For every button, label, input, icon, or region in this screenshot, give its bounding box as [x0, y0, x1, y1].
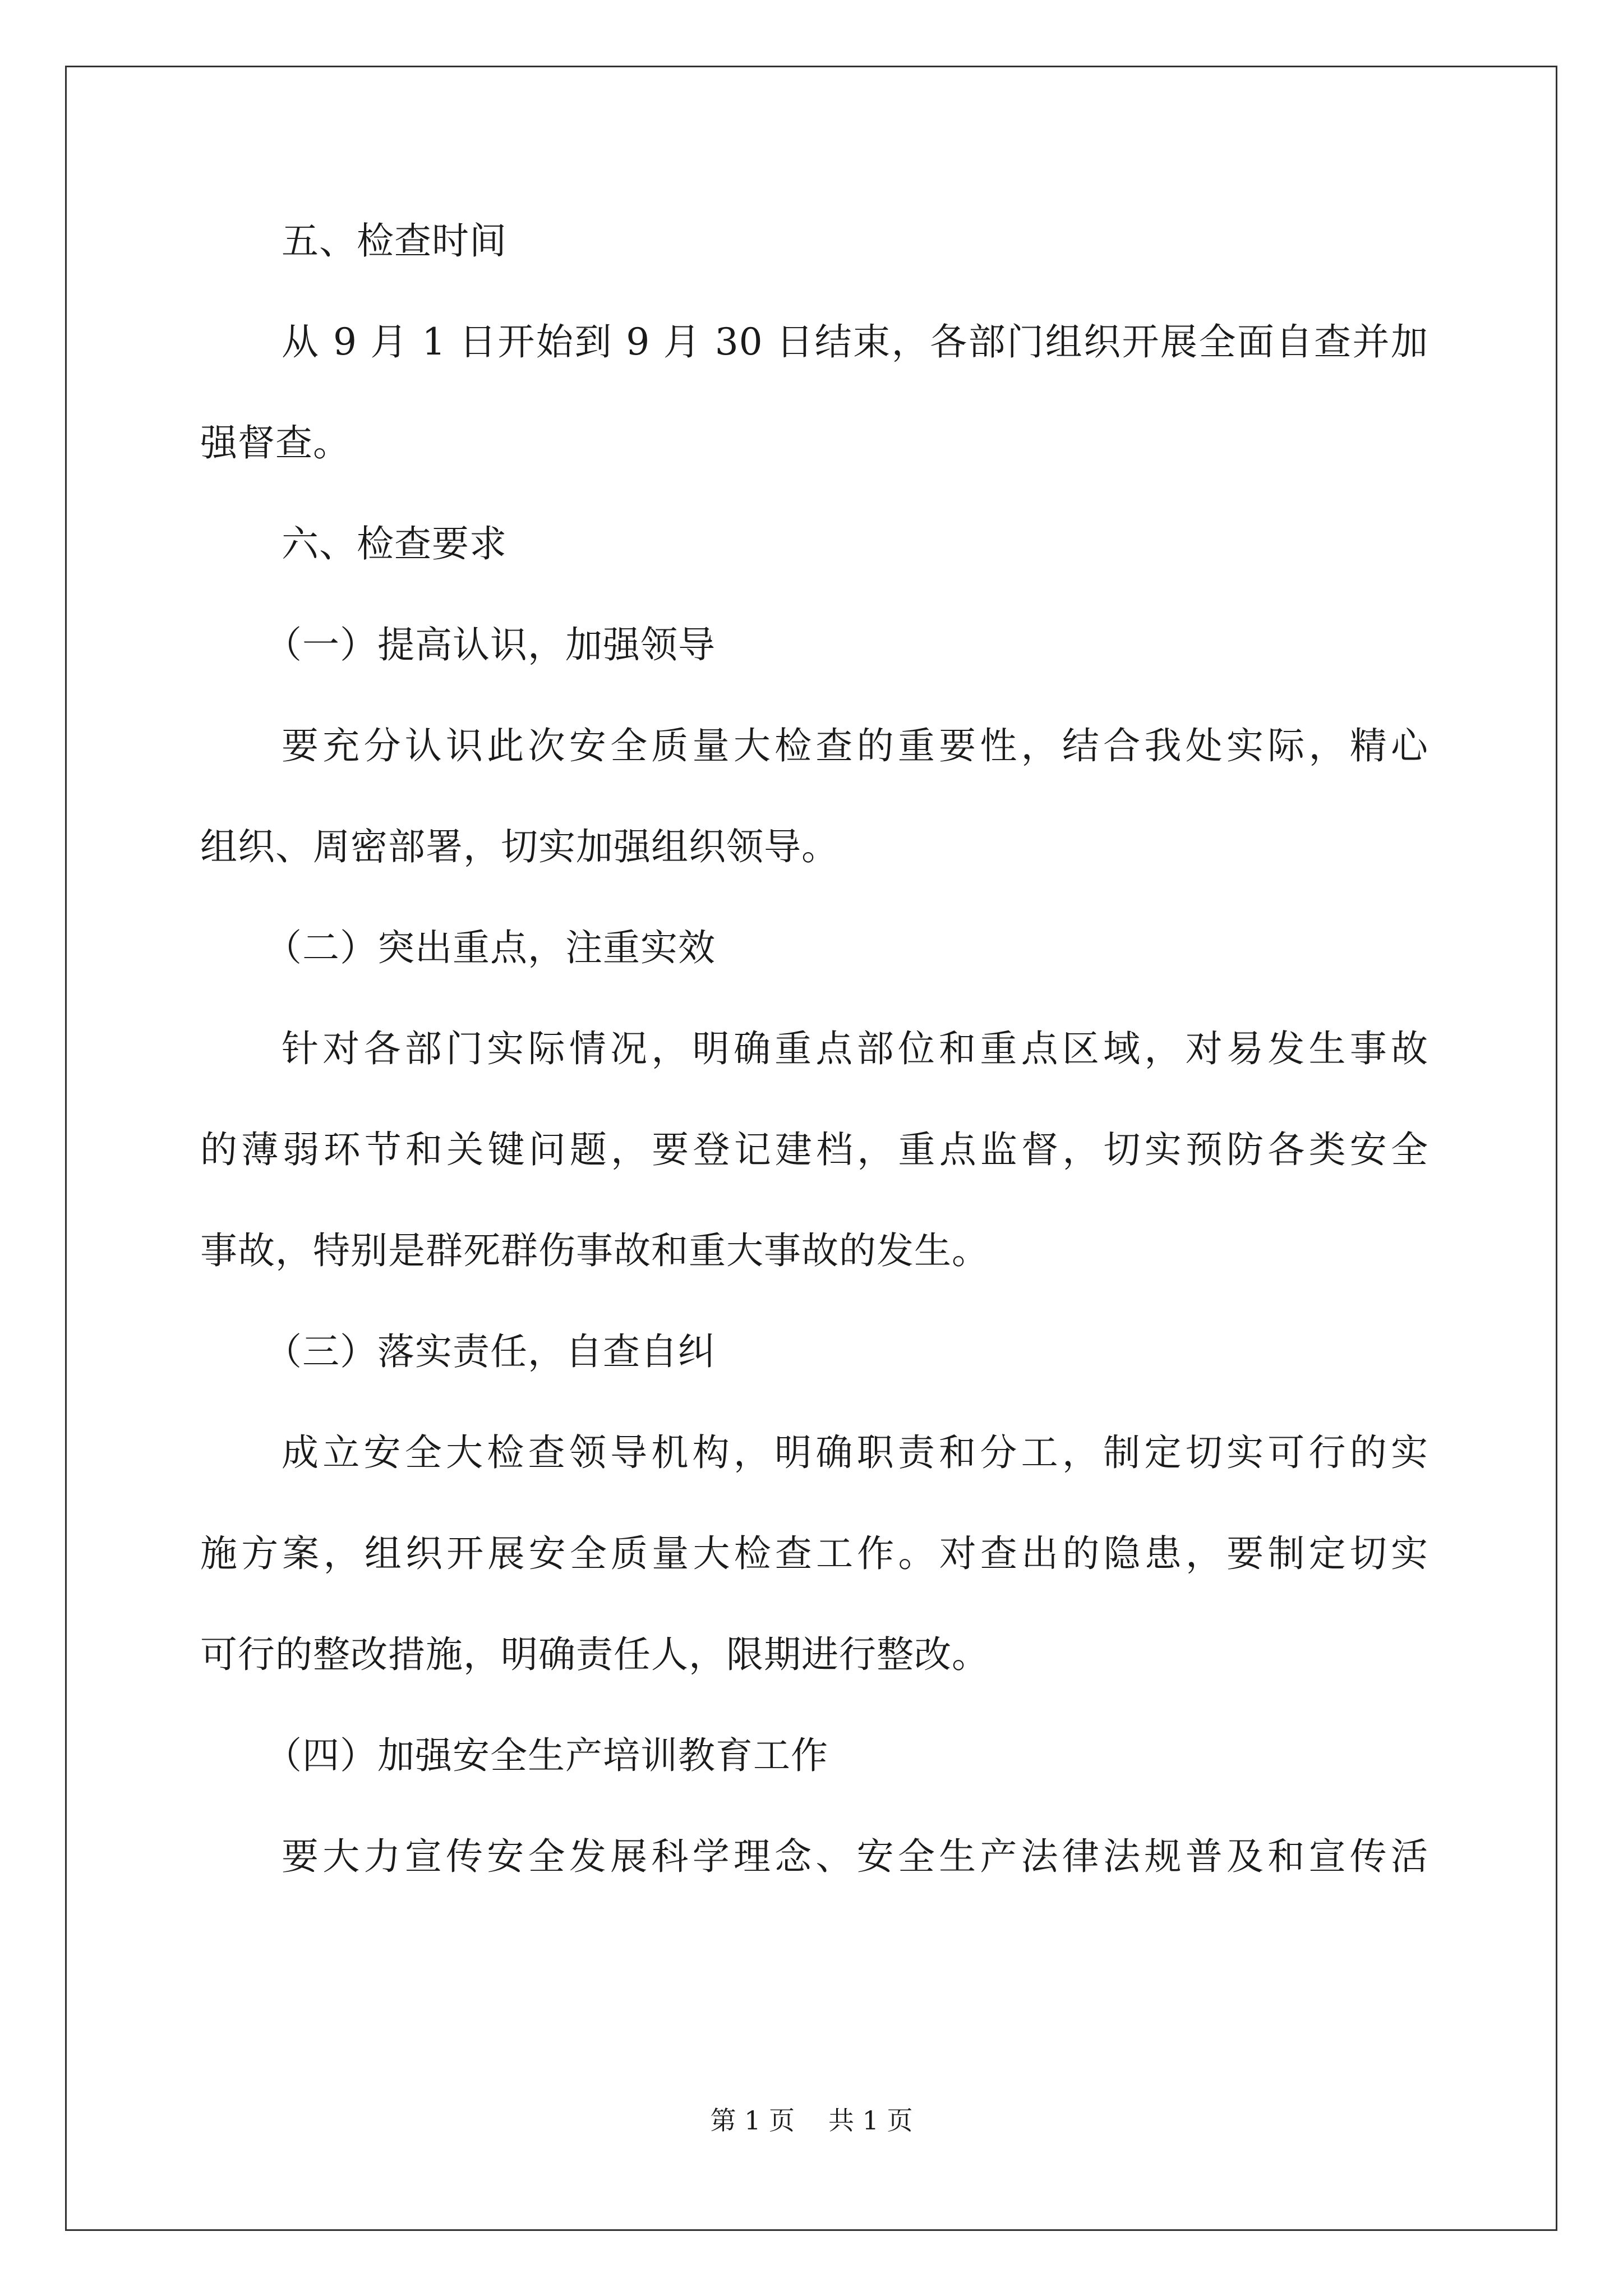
section-heading-5: 五、检查时间 — [282, 219, 507, 263]
page-total: 共 1 页 — [828, 2105, 913, 2136]
paragraph-line: 成立安全大检查领导机构，明确职责和分工，制定切实可行的实 — [282, 1431, 1428, 1474]
paragraph-line: 施方案，组织开展安全质量大检查工作。对查出的隐患，要制定切实 — [200, 1532, 1428, 1575]
paragraph-line: 要大力宣传安全发展科学理念、安全生产法律法规普及和宣传活 — [282, 1835, 1428, 1878]
paragraph-line: 可行的整改措施，明确责任人，限期进行整改。 — [200, 1633, 989, 1676]
page-number: 第 1 页 — [710, 2105, 795, 2136]
paragraph-line: 要充分认识此次安全质量大检查的重要性，结合我处实际，精心 — [282, 724, 1428, 767]
page-footer — [0, 2104, 1623, 2137]
paragraph-line: 针对各部门实际情况，明确重点部位和重点区域，对易发生事故 — [282, 1027, 1428, 1070]
subsection-heading-4: （四）加强安全生产培训教育工作 — [265, 1734, 828, 1777]
subsection-heading-3: （三）落实责任，自查自纠 — [265, 1330, 716, 1373]
paragraph-line: 事故，特别是群死群伤事故和重大事故的发生。 — [200, 1229, 989, 1272]
subsection-heading-1: （一）提高认识，加强领导 — [265, 623, 716, 666]
subsection-heading-2: （二）突出重点，注重实效 — [265, 926, 716, 969]
section-heading-6: 六、检查要求 — [282, 522, 507, 565]
paragraph-line: 组织、周密部署，切实加强组织领导。 — [200, 825, 839, 868]
paragraph-line: 的薄弱环节和关键问题，要登记建档，重点监督，切实预防各类安全 — [200, 1128, 1428, 1171]
paragraph-line: 从 9 月 1 日开始到 9 月 30 日结束，各部门组织开展全面自查并加 — [282, 320, 1428, 364]
paragraph-line: 强督查。 — [200, 421, 351, 464]
